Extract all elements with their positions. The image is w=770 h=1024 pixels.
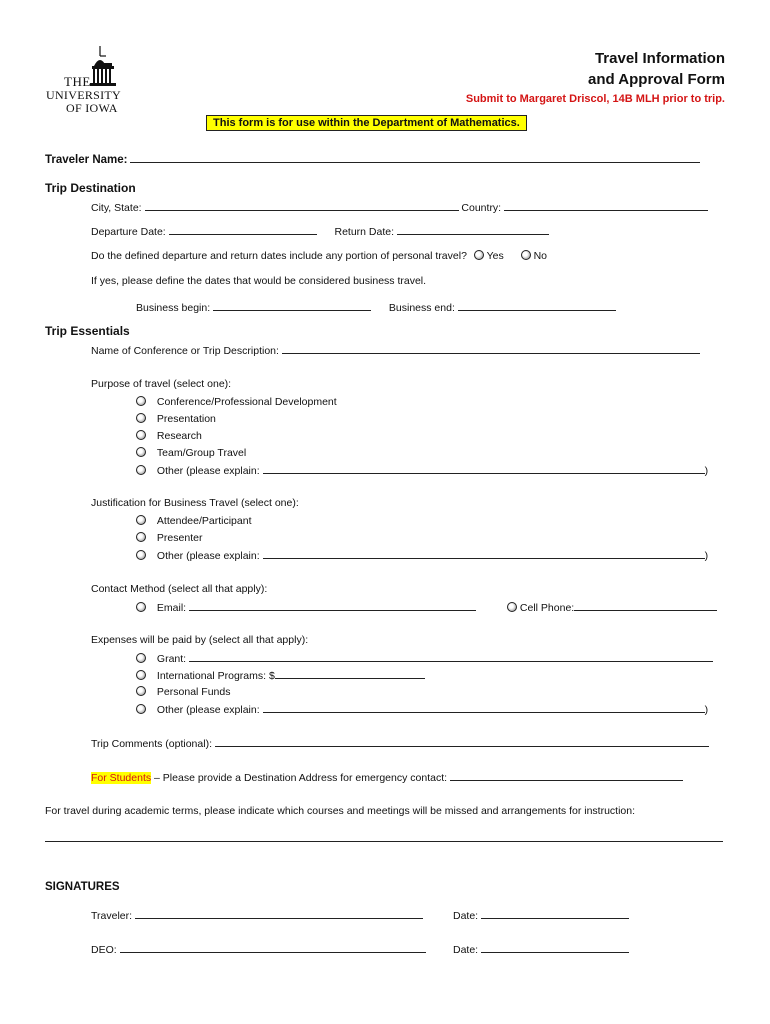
conference-field[interactable] <box>282 344 700 354</box>
destination-address-field[interactable] <box>450 771 683 781</box>
dates-row <box>91 225 549 238</box>
cell-phone-label: Cell Phone: <box>519 602 575 614</box>
academic-note: For travel during academic terms, please indicate which courses and meetings will be missed and arrangements for instruction: <box>45 805 636 817</box>
business-end-field[interactable] <box>458 301 616 311</box>
academic-arrangements-field[interactable] <box>45 832 723 842</box>
expense-option-label: Personal Funds <box>156 686 231 698</box>
email-label: Email: <box>156 602 187 614</box>
contact-label: Contact Method (select all that apply): <box>91 583 268 595</box>
traveler-name-label: Traveler Name: <box>45 154 128 166</box>
deo-signature-field[interactable] <box>120 943 426 953</box>
justification-radio[interactable] <box>136 515 146 525</box>
deo-date-row <box>453 943 629 956</box>
email-field[interactable] <box>189 601 476 611</box>
personal-travel-no-radio[interactable] <box>521 250 531 260</box>
personal-travel-question: Do the defined departure and return dates include any portion of personal travel? <box>91 250 467 262</box>
personal-travel-yes-label: Yes <box>486 250 504 262</box>
business-end-label: Business end: <box>388 302 455 314</box>
logo-line-the: THE <box>64 74 91 89</box>
city-state-field[interactable] <box>145 201 459 211</box>
justification-option-label: Other (please explain: <box>156 550 260 562</box>
international-programs-field[interactable] <box>275 669 425 679</box>
close-paren: ) <box>704 704 709 716</box>
justification-radio[interactable] <box>136 532 146 542</box>
purpose-option-label: Presentation <box>156 413 216 425</box>
justification-option-row <box>136 532 202 544</box>
purpose-other-field[interactable] <box>263 464 705 474</box>
personal-travel-no-label: No <box>533 250 547 262</box>
purpose-option-label: Research <box>156 430 202 442</box>
students-text: – Please provide a Destination Address for emergency contact: <box>154 772 448 784</box>
purpose-radio[interactable] <box>136 465 146 475</box>
expense-other-field[interactable] <box>263 703 705 713</box>
purpose-label: Purpose of travel (select one): <box>91 378 232 390</box>
submit-note: Submit to Margaret Driscol, 14B MLH prior to trip. <box>465 93 725 105</box>
purpose-option-row <box>136 464 708 477</box>
traveler-date-label: Date: <box>453 910 479 922</box>
expense-option-row <box>136 703 708 716</box>
trip-destination-heading: Trip Destination <box>45 181 136 195</box>
logo-line-of-iowa: OF IOWA <box>66 101 118 115</box>
department-notice: This form is for use within the Department of Mathematics. <box>206 115 527 131</box>
return-date-label: Return Date: <box>334 226 395 238</box>
for-students-highlight: For Students <box>91 772 152 784</box>
expense-checkbox[interactable] <box>136 704 146 714</box>
define-dates-note: If yes, please define the dates that would be considered business travel. <box>91 275 427 287</box>
purpose-radio[interactable] <box>136 447 146 457</box>
deo-signature-row <box>91 943 426 956</box>
personal-travel-yes-radio[interactable] <box>474 250 484 260</box>
close-paren: ) <box>704 550 709 562</box>
justification-label: Justification for Business Travel (select one): <box>91 497 299 509</box>
expense-option-label: Other (please explain: <box>156 704 260 716</box>
cell-phone-row <box>507 601 717 614</box>
purpose-radio[interactable] <box>136 413 146 423</box>
business-dates-row <box>136 301 616 314</box>
business-begin-label: Business begin: <box>136 302 211 314</box>
signatures-heading: SIGNATURES <box>45 881 120 893</box>
email-row <box>136 601 476 614</box>
country-field[interactable] <box>504 201 708 211</box>
students-row <box>91 771 683 784</box>
expense-option-row <box>136 669 425 682</box>
grant-field[interactable] <box>189 652 713 662</box>
purpose-radio[interactable] <box>136 430 146 440</box>
justification-option-row <box>136 515 251 527</box>
purpose-option-row <box>136 447 246 459</box>
purpose-option-row <box>136 396 337 408</box>
cell-phone-field[interactable] <box>574 601 717 611</box>
return-date-field[interactable] <box>397 225 549 235</box>
form-title-line1: Travel Information <box>594 50 725 67</box>
country-label: Country: <box>461 202 502 214</box>
traveler-name-field[interactable] <box>130 153 700 163</box>
purpose-radio[interactable] <box>136 396 146 406</box>
departure-date-label: Departure Date: <box>91 226 166 238</box>
expense-option-label: Grant: <box>156 653 187 665</box>
deo-signature-label: DEO: <box>91 944 117 956</box>
justification-other-field[interactable] <box>263 549 705 559</box>
departure-date-field[interactable] <box>169 225 317 235</box>
conference-row <box>91 344 700 357</box>
traveler-signature-field[interactable] <box>135 909 423 919</box>
deo-date-field[interactable] <box>481 943 629 953</box>
justification-option-row <box>136 549 708 562</box>
expense-option-label: International Programs: $ <box>156 670 275 682</box>
expenses-label: Expenses will be paid by (select all that apply): <box>91 634 309 646</box>
university-logo <box>44 44 124 116</box>
purpose-option-label: Conference/Professional Development <box>156 396 337 408</box>
close-paren: ) <box>704 465 709 477</box>
traveler-signature-row <box>91 909 423 922</box>
city-state-row <box>91 201 708 214</box>
expense-checkbox[interactable] <box>136 653 146 663</box>
trip-essentials-heading: Trip Essentials <box>45 324 130 338</box>
form-title-line2: and Approval Form <box>588 71 725 88</box>
justification-option-label: Attendee/Participant <box>156 515 252 527</box>
trip-comments-label: Trip Comments (optional): <box>91 738 212 750</box>
purpose-option-row <box>136 430 202 442</box>
purpose-option-row <box>136 413 216 425</box>
expense-checkbox[interactable] <box>136 670 146 680</box>
traveler-name-row <box>45 153 700 166</box>
deo-date-label: Date: <box>453 944 479 956</box>
logo-line-university: UNIVERSITY <box>46 88 121 102</box>
expense-checkbox[interactable] <box>136 686 146 696</box>
justification-option-label: Presenter <box>156 532 203 544</box>
expense-option-row <box>136 652 713 665</box>
justification-radio[interactable] <box>136 550 146 560</box>
traveler-signature-label: Traveler: <box>91 910 133 922</box>
purpose-option-label: Other (please explain: <box>156 465 260 477</box>
conference-label: Name of Conference or Trip Description: <box>91 345 279 357</box>
expense-option-row <box>136 686 230 698</box>
city-state-label: City, State: <box>91 202 142 214</box>
traveler-date-field[interactable] <box>481 909 629 919</box>
purpose-option-label: Team/Group Travel <box>156 447 247 459</box>
email-checkbox[interactable] <box>136 602 146 612</box>
personal-travel-row <box>91 250 547 262</box>
business-begin-field[interactable] <box>213 301 371 311</box>
trip-comments-row <box>91 737 709 750</box>
cell-phone-checkbox[interactable] <box>507 602 517 612</box>
traveler-date-row <box>453 909 629 922</box>
trip-comments-field[interactable] <box>215 737 709 747</box>
